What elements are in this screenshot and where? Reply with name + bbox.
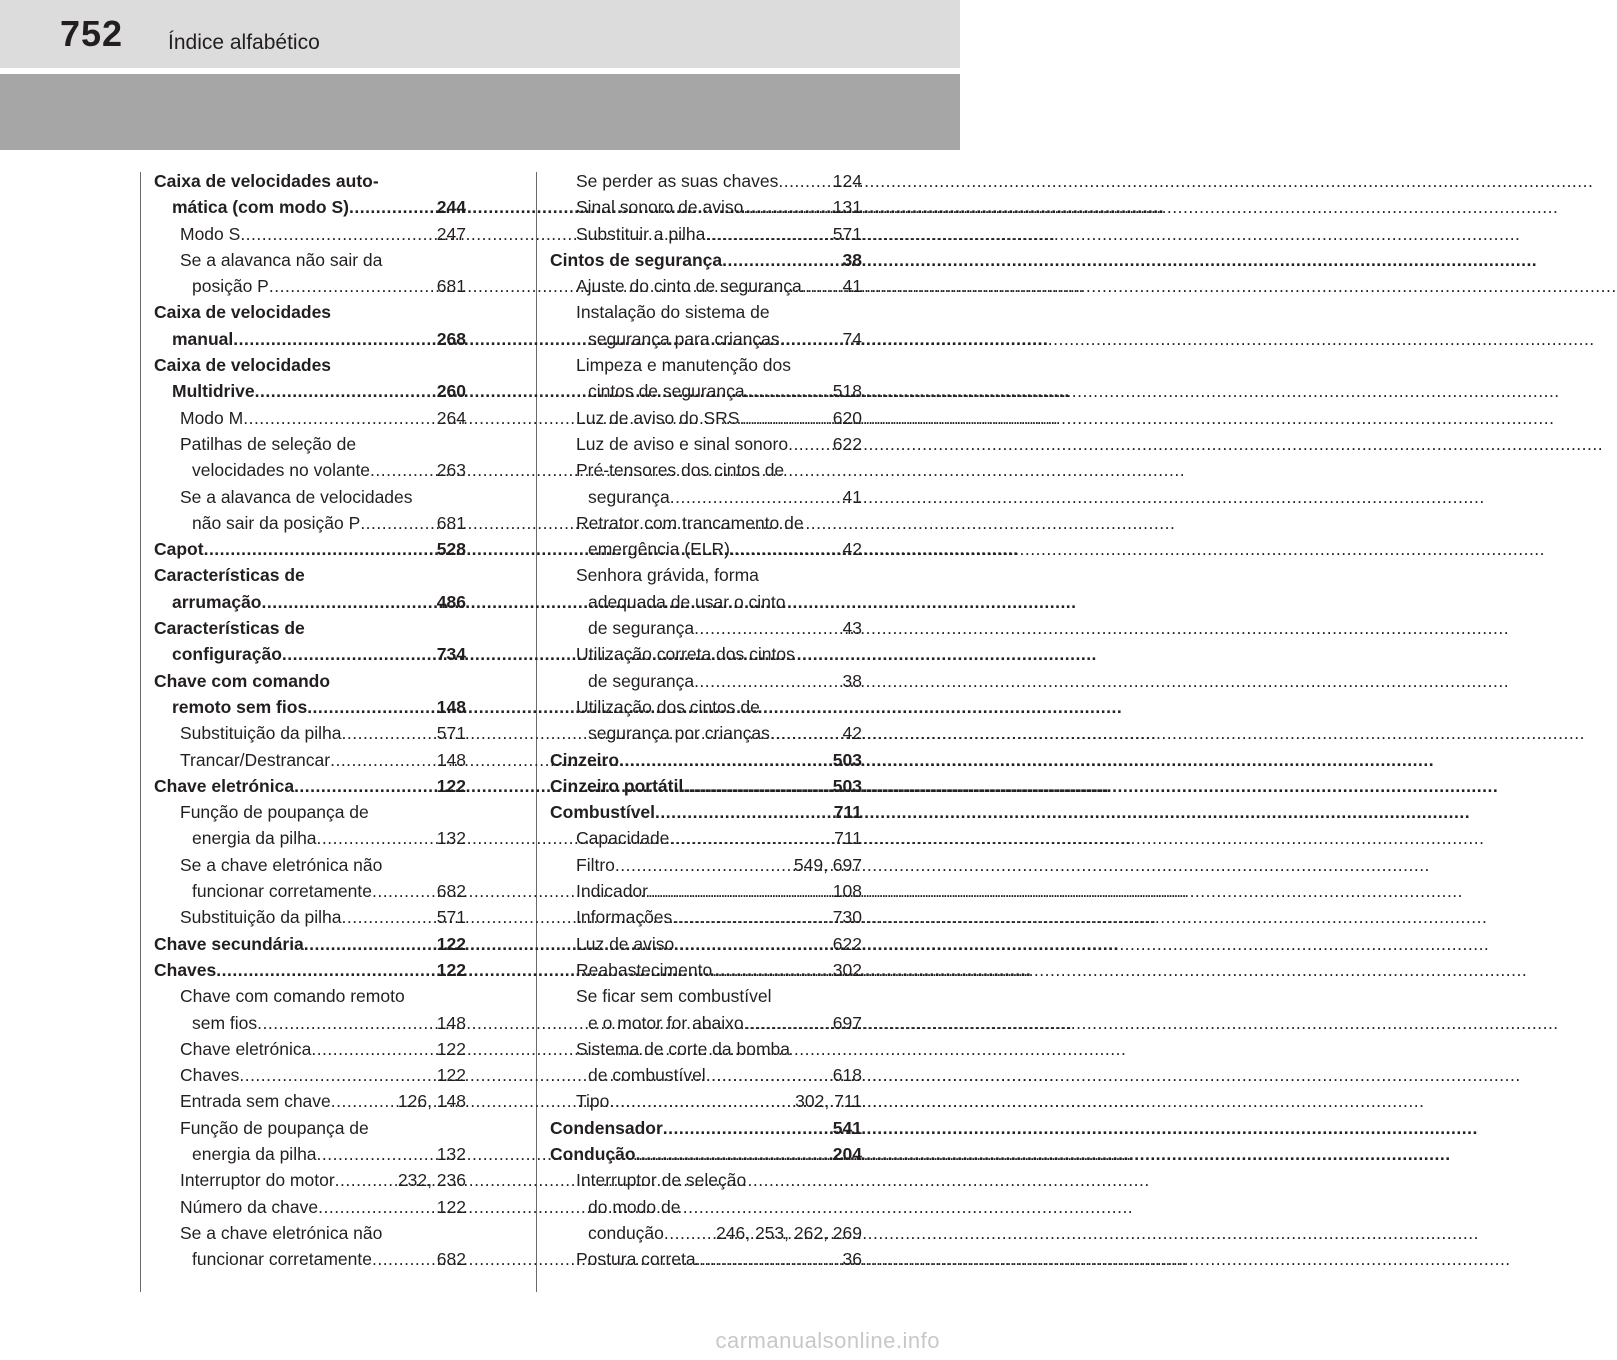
index-subentry bbox=[550, 720, 862, 746]
index-subentry bbox=[154, 1010, 466, 1036]
entry-page-ref: 503 bbox=[832, 775, 862, 796]
entry-page-ref: 697 bbox=[832, 1012, 862, 1033]
entry-page-ref: 571 bbox=[436, 907, 466, 928]
index-entry bbox=[550, 773, 862, 799]
entry-page-ref: 122 bbox=[436, 959, 466, 980]
entry-text: Chave com comando remoto bbox=[180, 986, 405, 1007]
entry-page-ref: 38 bbox=[842, 249, 862, 270]
entry-text: de segurança bbox=[588, 618, 695, 639]
index-subentry bbox=[550, 668, 862, 694]
entry-text: Se perder as suas chaves bbox=[576, 171, 779, 191]
entry-text: energia da pilha bbox=[192, 1143, 317, 1164]
dot-leader bbox=[694, 668, 842, 694]
entry-page-ref: 620 bbox=[832, 407, 862, 428]
section-title: Índice alfabético bbox=[168, 31, 320, 54]
entry-text: velocidades no volante bbox=[192, 460, 371, 481]
entry-text: Multidrive bbox=[172, 381, 255, 402]
index-entry bbox=[550, 247, 862, 273]
index-entry bbox=[154, 957, 466, 983]
entry-page-ref: 36 bbox=[842, 1249, 862, 1270]
dot-leader bbox=[311, 1036, 436, 1062]
index-subentry bbox=[154, 904, 466, 930]
entry-text: manual bbox=[172, 328, 234, 349]
dot-leader bbox=[330, 747, 437, 773]
index-subentry bbox=[154, 1088, 466, 1114]
entry-text: Número da chave bbox=[180, 1196, 319, 1217]
entry-text: Capacidade bbox=[576, 828, 670, 849]
entry-text: Combustível bbox=[550, 802, 656, 823]
entry-text: emergência (ELR) bbox=[588, 539, 730, 560]
index-column-right bbox=[550, 168, 862, 1272]
index-subentry bbox=[550, 484, 862, 510]
entry-text: Entrada sem chave bbox=[180, 1091, 331, 1112]
dot-leader bbox=[204, 536, 437, 562]
index-subentry bbox=[550, 1062, 862, 1088]
dot-leader bbox=[243, 405, 437, 431]
dot-leader bbox=[743, 194, 832, 220]
dot-leader bbox=[739, 405, 832, 431]
index-subentry bbox=[550, 299, 862, 325]
index-subentry bbox=[154, 431, 466, 457]
entry-page-ref: 122 bbox=[436, 1038, 466, 1059]
index-subentry bbox=[154, 1036, 466, 1062]
entry-text: Características de bbox=[154, 618, 305, 639]
index-subentry bbox=[550, 326, 862, 352]
entry-text: Interruptor do motor bbox=[180, 1170, 335, 1191]
entry-page-ref: 122 bbox=[436, 1065, 466, 1086]
dot-leader bbox=[696, 1246, 843, 1272]
entry-page-ref: 734 bbox=[436, 644, 466, 665]
entry-text: Cinzeiro portátil bbox=[550, 775, 684, 796]
entry-page-ref: 124 bbox=[832, 171, 862, 191]
index-entry bbox=[154, 168, 466, 194]
index-column-left bbox=[154, 168, 466, 1272]
entry-page-ref: 122 bbox=[436, 933, 466, 954]
index-subentry bbox=[550, 931, 862, 957]
dot-leader bbox=[282, 641, 437, 667]
dot-leader bbox=[317, 825, 437, 851]
entry-text: Características de bbox=[154, 565, 305, 586]
entry-text: de segurança bbox=[588, 670, 695, 691]
index-subentry bbox=[550, 273, 862, 299]
entry-page-ref: 132 bbox=[436, 828, 466, 849]
entry-text: funcionar corretamente bbox=[192, 881, 372, 902]
index-entry bbox=[550, 1141, 862, 1167]
entry-page-ref: 518 bbox=[832, 381, 862, 402]
entry-page-ref: 41 bbox=[842, 276, 862, 297]
entry-text: Instalação do sistema de bbox=[576, 302, 770, 323]
index-entry bbox=[550, 799, 862, 825]
dot-leader bbox=[372, 878, 437, 904]
entry-page-ref: 41 bbox=[842, 486, 862, 507]
dot-leader bbox=[730, 536, 843, 562]
entry-page-ref: 43 bbox=[842, 618, 862, 639]
entry-page-ref: 148 bbox=[436, 749, 466, 770]
dot-leader bbox=[240, 221, 436, 247]
dot-leader bbox=[664, 1220, 716, 1246]
index-subentry bbox=[550, 904, 862, 930]
entry-page-ref: 131 bbox=[832, 197, 862, 218]
entry-text: Substituir a pilha bbox=[576, 223, 706, 244]
entry-page-ref: 126, 148 bbox=[397, 1091, 466, 1112]
header-band bbox=[0, 74, 960, 150]
entry-text: Retrator com trancamento de bbox=[576, 512, 804, 533]
index-entry bbox=[154, 299, 466, 325]
dot-leader bbox=[342, 904, 437, 930]
index-entry bbox=[154, 589, 466, 615]
dot-leader bbox=[745, 378, 833, 404]
index-subentry bbox=[154, 1246, 466, 1272]
index-entry bbox=[154, 694, 466, 720]
entry-text: Limpeza e manutenção dos bbox=[576, 355, 791, 376]
entry-page-ref: 42 bbox=[842, 723, 862, 744]
entry-text: Se a chave eletrónica não bbox=[180, 854, 383, 875]
dot-leader bbox=[683, 773, 833, 799]
entry-text: Luz de aviso do SRS bbox=[576, 407, 740, 428]
entry-page-ref: 74 bbox=[842, 328, 862, 349]
index-subentry bbox=[550, 431, 862, 457]
entry-page-ref: 682 bbox=[436, 881, 466, 902]
entry-text: Interruptor de seleção bbox=[576, 1170, 747, 1191]
entry-text: Sinal sonoro de aviso bbox=[576, 197, 744, 218]
index-subentry bbox=[550, 536, 862, 562]
index-subentry bbox=[154, 247, 466, 273]
entry-text: posição P bbox=[192, 276, 269, 297]
dot-leader bbox=[674, 931, 833, 957]
index-subentry bbox=[154, 825, 466, 851]
index-entry bbox=[550, 1115, 862, 1141]
index-subentry bbox=[550, 615, 862, 641]
entry-text: Informações bbox=[576, 907, 673, 928]
dot-leader bbox=[788, 431, 833, 457]
index-subentry bbox=[154, 1194, 466, 1220]
entry-text: Condução bbox=[550, 1143, 636, 1164]
entry-text: Chaves bbox=[154, 959, 217, 980]
index-entry bbox=[154, 668, 466, 694]
index-entry bbox=[154, 326, 466, 352]
entry-page-ref: 122 bbox=[436, 1196, 466, 1217]
index-subentry bbox=[154, 1141, 466, 1167]
entry-page-ref: 263 bbox=[436, 460, 466, 481]
index-subentry bbox=[154, 1220, 466, 1246]
entry-page-ref: 681 bbox=[436, 512, 466, 533]
dot-leader bbox=[722, 247, 842, 273]
entry-text: Indicador bbox=[576, 881, 648, 902]
entry-text: Função de poupança de bbox=[180, 802, 369, 823]
entry-page-ref: 148 bbox=[436, 1012, 466, 1033]
entry-text: Utilização correta dos cintos bbox=[576, 644, 795, 665]
entry-text: Patilhas de seleção de bbox=[180, 433, 357, 454]
dot-leader bbox=[615, 852, 794, 878]
index-entry bbox=[154, 773, 466, 799]
page-number: 752 bbox=[60, 13, 124, 54]
entry-text: arrumação bbox=[172, 591, 262, 612]
entry-page-ref: 618 bbox=[832, 1065, 862, 1086]
index-subentry bbox=[154, 510, 466, 536]
dot-leader bbox=[770, 720, 843, 746]
index-subentry bbox=[550, 1036, 862, 1062]
index-subentry bbox=[550, 694, 862, 720]
dot-leader bbox=[255, 378, 437, 404]
entry-text: Substituição da pilha bbox=[180, 723, 342, 744]
dot-leader bbox=[317, 1141, 437, 1167]
entry-text: Chave secundária bbox=[154, 933, 304, 954]
index-entry bbox=[154, 615, 466, 641]
entry-text: Modo S bbox=[180, 223, 241, 244]
entry-page-ref: 711 bbox=[834, 828, 862, 849]
entry-page-ref: 541 bbox=[832, 1117, 862, 1138]
entry-page-ref: 503 bbox=[832, 749, 862, 770]
index-subentry bbox=[550, 510, 862, 536]
index-subentry bbox=[154, 484, 466, 510]
dot-leader bbox=[372, 1246, 437, 1272]
entry-text: Chaves bbox=[180, 1065, 240, 1086]
dot-leader bbox=[648, 878, 833, 904]
entry-page-ref: 681 bbox=[436, 276, 466, 297]
dot-leader bbox=[670, 484, 843, 510]
entry-text: Caixa de velocidades bbox=[154, 355, 332, 376]
index-subentry bbox=[550, 878, 862, 904]
index-subentry bbox=[154, 405, 466, 431]
dot-leader bbox=[778, 168, 832, 194]
dot-leader bbox=[342, 720, 437, 746]
index-entry bbox=[154, 931, 466, 957]
index-subentry bbox=[550, 1220, 862, 1246]
dot-leader bbox=[304, 931, 437, 957]
entry-text: segurança por crianças bbox=[588, 723, 770, 744]
entry-text: funcionar corretamente bbox=[192, 1249, 372, 1270]
entry-page-ref: 122 bbox=[436, 775, 466, 796]
entry-text: Tipo bbox=[576, 1091, 610, 1112]
entry-page-ref: 268 bbox=[436, 328, 466, 349]
entry-text: Substituição da pilha bbox=[180, 907, 342, 928]
index-subentry bbox=[550, 562, 862, 588]
index-subentry bbox=[550, 352, 862, 378]
index-subentry bbox=[154, 720, 466, 746]
entry-text: condução bbox=[588, 1222, 664, 1243]
dot-leader bbox=[669, 825, 834, 851]
entry-page-ref: 730 bbox=[832, 907, 862, 928]
entry-text: Caixa de velocidades bbox=[154, 302, 332, 323]
index-subentry bbox=[550, 1010, 862, 1036]
dot-leader bbox=[318, 1194, 437, 1220]
entry-page-ref: 204 bbox=[832, 1143, 862, 1164]
entry-text: mática (com modo S) bbox=[172, 197, 349, 218]
dot-leader bbox=[269, 273, 437, 299]
index-subentry bbox=[550, 378, 862, 404]
entry-text: Condensador bbox=[550, 1117, 663, 1138]
entry-page-ref: 38 bbox=[842, 670, 862, 691]
entry-text: Se a alavanca não sair da bbox=[180, 249, 383, 270]
entry-text: segurança para crianças bbox=[588, 328, 780, 349]
entry-text: Luz de aviso e sinal sonoro bbox=[576, 433, 789, 454]
index-subentry bbox=[154, 878, 466, 904]
entry-page-ref: 549, 697 bbox=[793, 854, 862, 875]
dot-leader bbox=[663, 1115, 833, 1141]
dot-leader bbox=[257, 1010, 437, 1036]
dot-leader bbox=[331, 1088, 398, 1114]
index-subentry bbox=[154, 799, 466, 825]
entry-page-ref: 622 bbox=[832, 933, 862, 954]
dot-leader bbox=[370, 457, 437, 483]
index-subentry bbox=[550, 457, 862, 483]
entry-text: Chave com comando bbox=[154, 670, 331, 691]
entry-text: Filtro bbox=[576, 854, 615, 875]
index-subentry bbox=[154, 221, 466, 247]
entry-text: e o motor for abaixo bbox=[588, 1012, 744, 1033]
index-subentry bbox=[550, 825, 862, 851]
entry-text: segurança bbox=[588, 486, 670, 507]
index-subentry bbox=[550, 1246, 862, 1272]
dot-leader bbox=[655, 799, 834, 825]
index-entry bbox=[154, 641, 466, 667]
dot-leader bbox=[705, 221, 832, 247]
entry-page-ref: 132 bbox=[436, 1143, 466, 1164]
entry-text: sem fios bbox=[192, 1012, 258, 1033]
entry-text: Chave eletrónica bbox=[180, 1038, 312, 1059]
entry-text: de combustível bbox=[588, 1065, 706, 1086]
entry-text: não sair da posição P bbox=[192, 512, 361, 533]
entry-text: Postura correta bbox=[576, 1249, 696, 1270]
index-subentry bbox=[550, 957, 862, 983]
dot-leader bbox=[360, 510, 436, 536]
entry-page-ref: 264 bbox=[436, 407, 466, 428]
index-subentry bbox=[550, 168, 862, 194]
dot-leader bbox=[619, 747, 833, 773]
entry-page-ref: 247 bbox=[436, 223, 466, 244]
index-subentry bbox=[154, 747, 466, 773]
watermark-text: carmanualsonline.info bbox=[715, 1328, 940, 1353]
entry-page-ref: 246, 253, 262, 269 bbox=[716, 1222, 862, 1243]
dot-leader bbox=[636, 1141, 833, 1167]
index-entry bbox=[154, 352, 466, 378]
index-subentry bbox=[550, 589, 862, 615]
index-entry bbox=[550, 747, 862, 773]
entry-text: Chave eletrónica bbox=[154, 775, 295, 796]
left-column-rule bbox=[140, 172, 141, 1292]
dot-leader bbox=[712, 957, 833, 983]
entry-text: Utilização dos cintos de bbox=[576, 696, 760, 717]
entry-page-ref: 302 bbox=[832, 959, 862, 980]
entry-text: Trancar/Destrancar bbox=[180, 749, 331, 770]
entry-page-ref: 302, 711 bbox=[795, 1091, 862, 1112]
index-entry bbox=[154, 194, 466, 220]
index-subentry bbox=[154, 273, 466, 299]
entry-text: Ajuste do cinto de segurança bbox=[576, 276, 802, 297]
entry-page-ref: 571 bbox=[832, 223, 862, 244]
index-subentry bbox=[550, 194, 862, 220]
entry-text: configuração bbox=[172, 644, 282, 665]
dot-leader bbox=[706, 1062, 833, 1088]
entry-text: cintos de segurança bbox=[588, 381, 745, 402]
entry-page-ref: 682 bbox=[436, 1249, 466, 1270]
index-subentry bbox=[154, 1062, 466, 1088]
index-subentry bbox=[550, 852, 862, 878]
index-entry bbox=[154, 378, 466, 404]
entry-text: Cinzeiro bbox=[550, 749, 620, 770]
dot-leader bbox=[694, 615, 842, 641]
entry-text: do modo de bbox=[588, 1196, 681, 1217]
entry-page-ref: 42 bbox=[842, 539, 862, 560]
entry-page-ref: 260 bbox=[436, 381, 466, 402]
entry-text: Se ficar sem combustível bbox=[576, 986, 772, 1007]
index-subentry bbox=[550, 221, 862, 247]
entry-text: adequada de usar o cinto bbox=[588, 591, 786, 612]
entry-page-ref: 108 bbox=[832, 881, 862, 902]
entry-page-ref: 486 bbox=[436, 591, 466, 612]
index-subentry bbox=[550, 1194, 862, 1220]
page-header-bar bbox=[0, 0, 960, 68]
index-subentry bbox=[550, 1088, 862, 1114]
dot-leader bbox=[609, 1088, 795, 1114]
entry-page-ref: 244 bbox=[436, 197, 466, 218]
entry-text: Capot bbox=[154, 539, 204, 560]
entry-page-ref: 622 bbox=[832, 433, 862, 454]
entry-text: Pré-tensores dos cintos de bbox=[576, 460, 785, 481]
index-subentry bbox=[550, 641, 862, 667]
entry-text: Reabastecimento bbox=[576, 959, 713, 980]
entry-page-ref: 571 bbox=[436, 723, 466, 744]
dot-leader bbox=[672, 904, 833, 930]
entry-text: Se a chave eletrónica não bbox=[180, 1222, 383, 1243]
dot-leader bbox=[335, 1167, 398, 1193]
entry-page-ref: 148 bbox=[436, 696, 466, 717]
index-subentry bbox=[154, 457, 466, 483]
dot-leader bbox=[239, 1062, 436, 1088]
index-subentry bbox=[154, 1115, 466, 1141]
entry-page-ref: 711 bbox=[833, 802, 862, 823]
entry-text: Função de poupança de bbox=[180, 1117, 369, 1138]
entry-text: Cintos de segurança bbox=[550, 249, 723, 270]
dot-leader bbox=[233, 326, 437, 352]
dot-leader bbox=[802, 273, 843, 299]
dot-leader bbox=[349, 194, 437, 220]
entry-text: Se a alavanca de velocidades bbox=[180, 486, 413, 507]
dot-leader bbox=[262, 589, 437, 615]
index-subentry bbox=[154, 983, 466, 1009]
index-subentry bbox=[550, 983, 862, 1009]
entry-page-ref: 232, 236 bbox=[397, 1170, 466, 1191]
index-entry bbox=[154, 536, 466, 562]
entry-page-ref: 528 bbox=[436, 539, 466, 560]
entry-text: energia da pilha bbox=[192, 828, 317, 849]
dot-leader bbox=[216, 957, 437, 983]
dot-leader bbox=[294, 773, 437, 799]
entry-text: Sistema de corte da bomba bbox=[576, 1038, 791, 1059]
dot-leader bbox=[307, 694, 437, 720]
entry-text: remoto sem fios bbox=[172, 696, 308, 717]
entry-text: Senhora grávida, forma bbox=[576, 565, 759, 586]
entry-text: Modo M bbox=[180, 407, 244, 428]
dot-leader bbox=[744, 1010, 833, 1036]
index-subentry bbox=[154, 1167, 466, 1193]
index-subentry bbox=[154, 852, 466, 878]
index-subentry bbox=[550, 405, 862, 431]
index-subentry bbox=[550, 1167, 862, 1193]
entry-text: Caixa de velocidades auto- bbox=[154, 171, 379, 191]
dot-leader bbox=[780, 326, 843, 352]
entry-text: Luz de aviso bbox=[576, 933, 675, 954]
index-entry bbox=[154, 562, 466, 588]
